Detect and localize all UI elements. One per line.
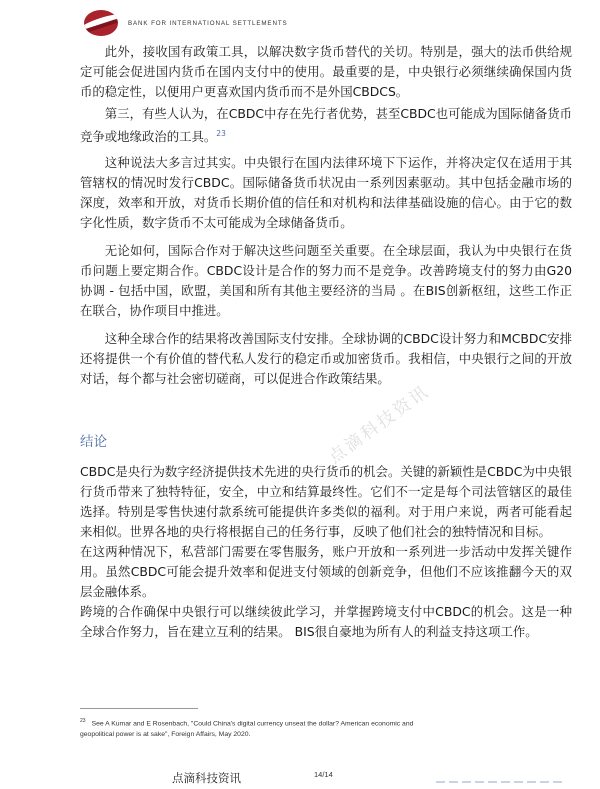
paragraph: 此外，接收国有政策工具，以解决数字货币替代的关切。特别是，强大的法币供给规定可能会促进国内货币在国内支付中的使用。最重要的是，中央银行必须继续确保国内货币的稳定性，以便用户更喜欢国内货币而不是外国CBDCS。 (80, 44, 572, 99)
footnote-divider (80, 708, 198, 709)
bis-logo-icon (84, 10, 118, 36)
body-top (80, 42, 572, 389)
org-name: BANK FOR INTERNATIONAL SETTLEMENTS (128, 19, 288, 27)
paragraph: 跨境的合作确保中央银行可以继续彼此学习，并掌握跨境支付中CBDC的机会。这是一种全球合作努力，旨在建立互利的结果。 BIS很自豪地为所有人的利益支持这项工作。 (80, 604, 572, 639)
paragraph: 这种说法大多言过其实。中央银行在国内法律环境下下运作，并将决定仅在适用于其管辖权的情况时发行CBDC。国际储备货币状况由一系列因素驱动。其中包括金融市场的深度，效率和开放，对货币长期价值的信任和对机构和法律基础设施的信心。由于它的数字化性质，数字货币不太可能成为全球储备货币。 (80, 155, 572, 231)
footer-watermark: 点滴科技资讯 (172, 771, 241, 785)
paragraph: 这种全球合作的结果将改善国际支付安排。全球协调的CBDC设计努力和MCBDC安排还将提供一个有价值的替代私人发行的稳定币或加密货币。我相信，中央银行之间的开放对话，每个都与社会密切磋商，可以促进合作政策结果。 (80, 331, 572, 387)
footnote-number: 23 (80, 718, 86, 724)
footnote (80, 716, 440, 740)
paragraph-text: 第三，有些人认为，在CBDC中存在先行者优势，甚至CBDC也可能成为国际储备货币竞争或地缘政治的工具。 (80, 106, 572, 145)
diagonal-watermark: 点滴科技资讯 (325, 381, 434, 468)
paragraph: 在这两种情况下，私营部门需要在零售服务，账户开放和一系列进一步活动中发挥关键作用。虽然CBDC可能会提升效率和促进支付领域的创新竞争，但他们不应该推翻今天的双层金融体系。 (80, 544, 572, 599)
footnote-text: See A Kumar and E Rosenbach, "Could China's digital currency unseat the dollar? American economic and geopolitical power is at sake", Foreign Affairs, May 2020. (80, 720, 414, 739)
paragraph (80, 104, 572, 147)
page-header (84, 8, 288, 38)
faded-watermark-strip (436, 781, 566, 783)
page-number: 14/14 (314, 770, 333, 779)
paragraph: CBDC是央行为数字经济提供技术先进的央行货币的机会。关键的新颖性是CBDC为中央银行货币带来了独特特征，安全，中立和结算最终性。它们不一定是每个司法管辖区的最佳选择。特别是零售快速付款系统可能提供许多类似的福利。对于用户来说，两者可能看起来相似。世界各地的央行将根据自己的任务行事，反映了他们社会的独特情况和目标。 (80, 464, 572, 539)
footnote-ref-link[interactable]: 23 (216, 129, 226, 138)
paragraph: 无论如何，国际合作对于解决这些问题至关重要。在全球层面，我认为中央银行在货币问题上要定期合作。CBDC设计是合作的努力而不是竞争。改善跨境支付的努力由G20协调 - 包括中国，欧盟，美国和所有其他主要经济的当局 。在BIS创新枢纽，这些工作正在联合，协作项目中推进。 (80, 243, 572, 319)
body-bottom (80, 462, 572, 642)
section-title: 结论 (80, 434, 107, 450)
